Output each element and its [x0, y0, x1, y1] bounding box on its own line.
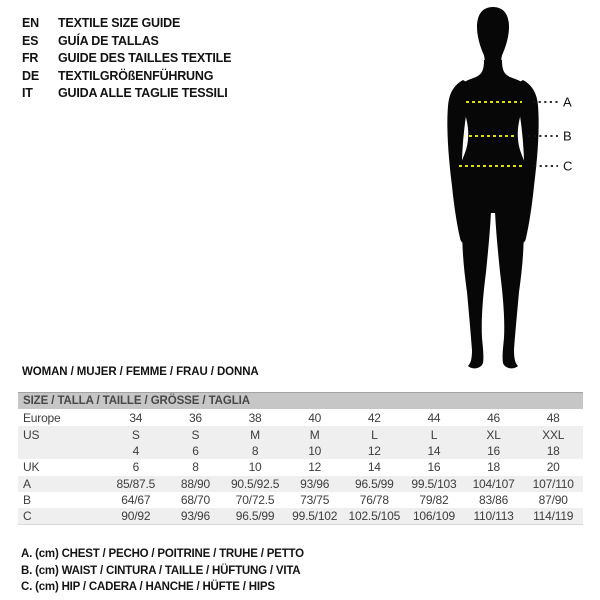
size-cell: S	[191, 427, 200, 442]
size-cell: 106/109	[412, 509, 455, 524]
size-cell: 102.5/105	[348, 509, 401, 524]
size-cell: XL	[486, 427, 501, 442]
row-label: UK	[23, 460, 40, 475]
size-table	[18, 392, 583, 525]
size-cell: 8	[251, 443, 259, 458]
size-cell: 93/96	[180, 509, 210, 524]
woman-silhouette	[430, 0, 600, 380]
size-cell: XXL	[542, 427, 565, 442]
silhouette-right-leg	[495, 208, 524, 368]
size-cell: 114/119	[533, 509, 574, 524]
language-code: ES	[22, 33, 39, 48]
size-cell: 99.5/103	[411, 476, 457, 491]
size-cell: 6	[192, 443, 199, 458]
size-cell: 20	[546, 460, 560, 475]
size-cell: 87/90	[538, 493, 568, 508]
size-cell: 6	[132, 460, 140, 475]
size-cell: 14	[367, 460, 381, 475]
language-label: GUÍA DE TALLAS	[58, 33, 159, 48]
size-cell: 34	[129, 411, 143, 426]
size-cell: 12	[367, 443, 381, 458]
hip-label: C	[563, 158, 573, 174]
size-cell: 83/86	[479, 493, 509, 508]
size-cell: 16	[427, 460, 441, 475]
language-label: TEXTILGRÖßENFÜHRUNG	[58, 68, 214, 83]
size-cell: 46	[487, 411, 501, 426]
language-row	[22, 50, 231, 68]
language-row	[22, 85, 231, 103]
table-row	[18, 508, 583, 524]
legend-line: A. (cm) CHEST / PECHO / POITRINE / TRUHE / PETTO	[21, 548, 304, 560]
size-cell: 110/113	[473, 509, 514, 524]
row-label: Europe	[23, 411, 61, 426]
silhouette-left-leg	[462, 208, 491, 368]
language-code: IT	[22, 86, 33, 100]
size-cell: 96.5/99	[354, 476, 394, 491]
size-cell: 88/90	[180, 476, 210, 491]
table-title: WOMAN / MUJER / FEMME / FRAU / DONNA	[22, 366, 259, 378]
language-label: TEXTILE SIZE GUIDE	[58, 16, 181, 30]
table-row	[18, 459, 583, 475]
language-label: GUIDE DES TAILLES TEXTILE	[58, 51, 232, 65]
table-row	[18, 410, 583, 426]
language-row	[22, 33, 231, 51]
size-cell: 85/87.5	[116, 476, 156, 491]
silhouette-head	[477, 7, 509, 65]
size-cell: 76/78	[359, 493, 389, 508]
size-cell: 99.5/102	[292, 509, 338, 524]
size-cell: 107/110	[532, 476, 574, 491]
size-cell: 90.5/92.5	[230, 476, 280, 491]
size-cell: 16	[487, 443, 501, 458]
table-row	[18, 443, 583, 459]
size-cell: 18	[487, 460, 501, 475]
row-label: B	[23, 493, 31, 508]
size-cell: 104/107	[472, 476, 515, 491]
row-label: US	[23, 427, 40, 442]
size-cell: S	[131, 427, 140, 442]
table-row	[18, 476, 583, 492]
chest-label: A	[563, 94, 572, 110]
size-cell: 10	[248, 460, 262, 475]
size-cell: 73/75	[300, 493, 330, 508]
size-cell: 18	[546, 443, 560, 458]
size-cell: 93/96	[300, 476, 330, 491]
legend-line: B. (cm) WAIST / CINTURA / TAILLE / HÜFTUNG / VITA	[21, 564, 301, 577]
size-cell: 44	[427, 411, 441, 426]
size-cell: M	[250, 427, 260, 442]
size-cell: 70/72.5	[235, 493, 275, 508]
size-cell: 36	[188, 411, 202, 426]
language-row	[22, 15, 231, 33]
size-cell: 68/70	[180, 493, 210, 508]
size-table-header: SIZE / TALLA / TAILLE / GRÖSSE / TAGLIA	[18, 392, 583, 409]
size-cell: 90/92	[121, 509, 151, 524]
table-row	[18, 492, 583, 508]
size-cell: 4	[132, 443, 140, 458]
size-cell: 42	[367, 411, 381, 426]
waist-label: B	[563, 128, 572, 144]
measurement-legend	[21, 546, 304, 596]
size-cell: 40	[308, 411, 322, 426]
size-cell: 14	[427, 443, 441, 458]
size-cell: 38	[248, 411, 262, 426]
size-cell: 79/82	[419, 493, 449, 508]
size-cell: 96.5/99	[235, 509, 275, 524]
size-cell: L	[430, 427, 438, 442]
size-cell: M	[309, 427, 320, 442]
size-cell: 10	[308, 443, 322, 458]
language-label: GUIDA ALLE TAGLIE TESSILI	[58, 86, 228, 100]
legend-line: C. (cm) HIP / CADERA / HANCHE / HÜFTE / HIPS	[21, 581, 275, 594]
size-cell: 48	[546, 411, 560, 426]
row-label: A	[23, 476, 31, 491]
size-table-body	[18, 410, 583, 525]
table-row	[18, 426, 583, 442]
language-list	[22, 15, 231, 103]
size-cell: 12	[308, 460, 322, 475]
size-cell: 64/67	[121, 493, 151, 508]
row-label: C	[23, 509, 32, 524]
size-cell: L	[371, 427, 378, 442]
language-code: FR	[22, 51, 39, 65]
language-code: EN	[22, 16, 39, 30]
language-code: DE	[22, 68, 39, 83]
language-row	[22, 68, 231, 86]
silhouette-shape	[447, 7, 538, 368]
size-cell: 8	[192, 460, 199, 475]
